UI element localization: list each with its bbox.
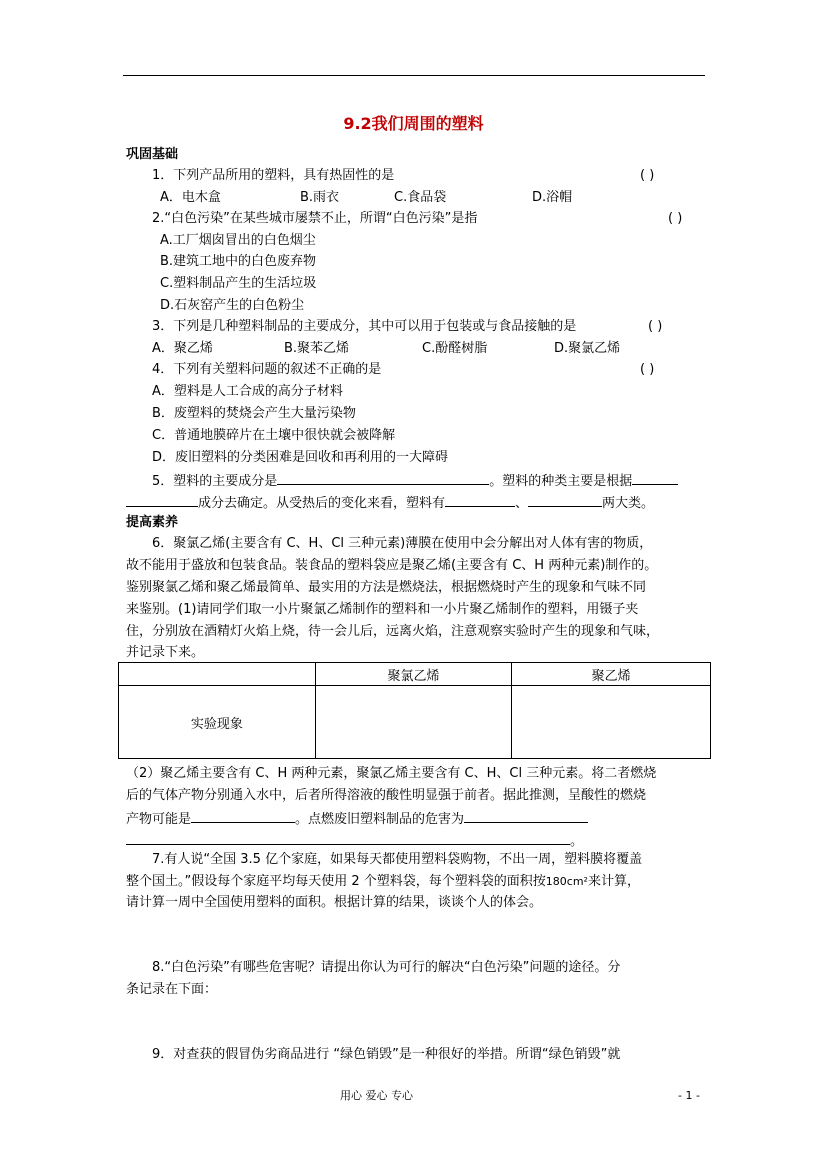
table-header-row [119,663,711,686]
q3-option-a: A．聚乙烯 [152,341,213,356]
q5-text-2: 。塑料的种类主要是根据 [489,474,633,489]
q7-area-value: 180cm² [545,875,588,888]
q5-blank-main-component[interactable] [277,470,489,485]
q5-text-4: 、 [515,496,529,511]
q5-line1 [152,470,678,491]
footer-motto: 用心 爱心 专心 [340,1089,413,1102]
page-number: - 1 - [678,1089,700,1102]
q1-option-d: D.浴帽 [532,190,573,205]
q5-line2 [126,492,654,513]
q5-text-1: 5．塑料的主要成分是 [152,474,278,489]
q3-answer-paren: ( ) [648,319,663,334]
q2-option-d: D.石灰窑产生的白色粉尘 [160,298,305,313]
q6b-blank-hazard-start[interactable] [464,808,588,823]
q6b-line-2: 后的气体产物分别通入水中，后者所得溶液的酸性明显强于前者。据此推测，呈酸性的燃烧 [126,788,647,803]
experiment-table [118,662,711,759]
q6-line-2: 故不能用于盛放和包装食品。装食品的塑料袋应是聚乙烯(主要含有 C、H 两种元素)制作的。 [126,558,658,573]
q3-stem: 3．下列是几种塑料制品的主要成分，其中可以用于包装或与食品接触的是 [152,319,577,334]
q3-option-b: B.聚苯乙烯 [284,341,350,356]
q3-option-d: D.聚氯乙烯 [554,341,621,356]
q6b-line-3 [126,808,588,829]
q7-line-2 [126,873,640,891]
q6b-blank-hazard[interactable] [126,830,570,845]
q1-option-c: C.食品袋 [394,190,447,205]
q1-answer-paren: ( ) [640,168,655,183]
section-heading-advanced: 提高素养 [126,515,179,530]
q7-line-3: 请计算一周中全国使用塑料的面积。根据计算的结果，谈谈个人的体会。 [126,895,543,910]
q5-blank-type-2[interactable] [528,492,602,507]
q2-option-a: A.工厂烟囱冒出的白色烟尘 [160,233,316,248]
q1-stem: 1．下列产品所用的塑料，具有热固性的是 [152,168,395,183]
q4-answer-paren: ( ) [640,362,655,377]
q2-answer-paren: ( ) [668,211,683,226]
q8-line-2: 条记录在下面： [126,982,218,997]
table-header-pe: 聚乙烯 [512,663,711,686]
q6b-text-3b: 。点燃废旧塑料制品的危害为 [295,812,465,827]
table-header-empty [119,663,316,686]
q4-option-d: D．废旧塑料的分类困难是回收和再利用的一大障碍 [152,450,449,465]
q6b-line-1: （2）聚乙烯主要含有 C、H 两种元素，聚氯乙烯主要含有 C、H、Cl 三种元素。将二者燃烧 [126,766,657,781]
q6-line-1: 6．聚氯乙烯(主要含有 C、H、Cl 三种元素)薄膜在使用中会分解出对人体有害的物质， [152,536,653,551]
q1-option-b: B.雨衣 [300,190,340,205]
q6b-line-4 [126,830,583,851]
q2-option-c: C.塑料制品产生的生活垃圾 [160,276,317,291]
header-rule [123,75,705,76]
table-row-label: 实验现象 [119,686,316,759]
q6b-text-4: 。 [570,834,584,849]
q2-option-b: B.建筑工地中的白色废弃物 [160,254,317,269]
q7-text-2b: 来计算， [587,874,640,889]
q6-line-3: 鉴别聚氯乙烯和聚乙烯最简单、最实用的方法是燃烧法，根据燃烧时产生的现象和气味不同 [126,580,647,595]
q3-option-c: C.酚醛树脂 [422,341,488,356]
q4-stem: 4．下列有关塑料问题的叙述不正确的是 [152,362,382,377]
q4-option-b: B．废塑料的焚烧会产生大量污染物 [152,406,356,421]
q7-line-1: 7.有人说“全国 3.5 亿个家庭，如果每天都使用塑料袋购物，不出一周，塑料膜将覆盖 [152,852,643,867]
q5-blank-basis[interactable] [126,492,198,507]
q2-stem: 2.“白色污染”在某些城市屡禁不止，所谓“白色污染”是指 [152,211,478,226]
section-heading-basic: 巩固基础 [126,147,179,162]
page-title: 9.2我们周围的塑料 [343,114,484,133]
q4-option-a: A．塑料是人工合成的高分子材料 [152,384,343,399]
table-cell-pvc[interactable] [315,686,512,759]
q5-text-3: 成分去确定。从受热后的变化来看，塑料有 [198,496,446,511]
table-row [119,686,711,759]
q4-option-c: C．普通地膜碎片在土壤中很快就会被降解 [152,428,396,443]
q6b-text-3a: 产物可能是 [126,812,192,827]
q6b-blank-acidic-product[interactable] [191,808,295,823]
table-cell-pe[interactable] [512,686,711,759]
q6-line-4: 来鉴别。(1)请同学们取一小片聚氯乙烯制作的塑料和一小片聚乙烯制作的塑料，用镊子夹 [126,602,639,617]
q1-option-a: A．电木盒 [160,190,221,205]
q5-blank-type-1[interactable] [445,492,515,507]
q5-text-5: 两大类。 [602,496,655,511]
q7-text-2a: 整个国土。”假设每个家庭平均每天使用 2 个塑料袋，每个塑料袋的面积按 [126,874,546,889]
q5-blank-basis-start[interactable] [632,470,678,485]
q9-line-1: 9．对查获的假冒伪劣商品进行 “绿色销毁”是一种很好的举措。所谓“绿色销毁”就 [152,1047,621,1062]
q6-line-6: 并记录下来。 [126,645,205,660]
table-header-pvc: 聚氯乙烯 [315,663,512,686]
q8-line-1: 8.“白色污染”有哪些危害呢？请提出你认为可行的解决“白色污染”问题的途径。分 [152,960,621,975]
q6-line-5: 住，分别放在酒精灯火焰上烧，待一会儿后，远离火焰，注意观察实验时产生的现象和气味， [126,624,660,639]
